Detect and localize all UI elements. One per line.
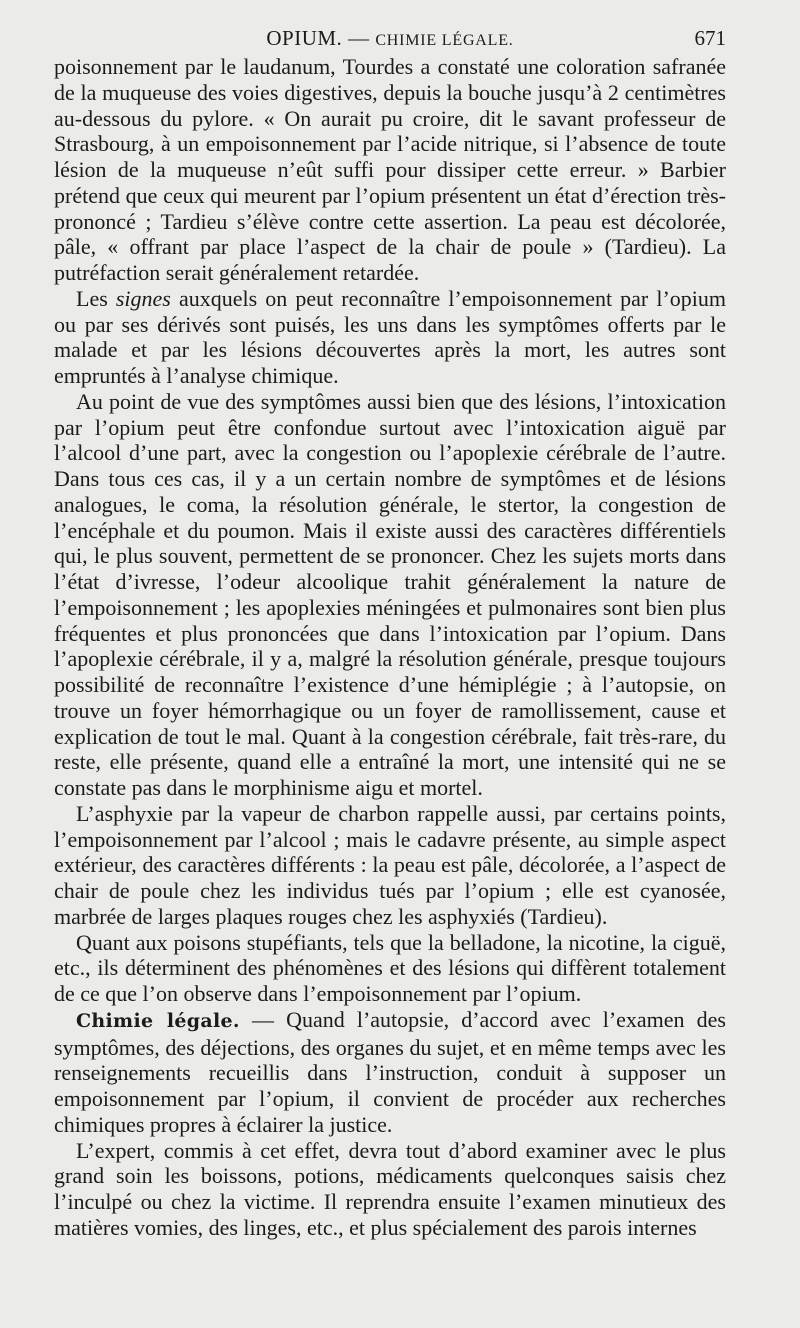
paragraph-6 xyxy=(54,1007,726,1138)
paragraph-1 xyxy=(54,54,726,286)
paragraph-text: Au point de vue des symptômes aussi bien que des lésions, l’intoxication par l’opium peut être confondue surtout avec l’intoxication aiguë par l’alcool d’une part, avec la congestion ou l’apoplexie cérébrale de l’autre. Dans tous ces cas, il y a un certain nombre de symptômes et de lésions analogues, le coma, la résolution générale, le stertor, la congestion de l’encéphale et du poumon. Mais il existe aussi des caractères différentiels qui, le plus souvent, permettent de se prononcer. Chez les sujets morts dans l’état d’ivresse, l’odeur alcoolique trahit généralement la nature de l’empoisonnement ; les apoplexies méningées et pulmonaires sont bien plus fréquentes et plus prononcées que dans l’intoxication par l’opium. Dans l’apoplexie cérébrale, il y a, malgré la résolution générale, presque toujours possibilité de reconnaître l’existence d’une hémiplégie ; à l’autopsie, on trouve un foyer hémorrhagique ou un foyer de ramollissement, cause et explication de tout le mal. Quant à la congestion cérébrale, fait très-rare, du reste, elle présente, quand elle a entraîné la mort, une intensité qui ne se constate pas dans le morphinisme aigu et mortel. xyxy=(54,388,726,800)
paragraph-7 xyxy=(54,1138,726,1241)
running-head xyxy=(54,26,726,54)
running-title-main: OPIUM. xyxy=(266,26,343,50)
paragraph-3 xyxy=(54,389,726,801)
page-number: 671 xyxy=(694,26,726,50)
running-title xyxy=(54,26,726,51)
body-text xyxy=(54,54,726,1241)
paragraph-text: L’expert, commis à cet effet, devra tout d’abord examiner avec le plus grand soin les boissons, potions, médicaments quelconques saisis chez l’inculpé ou chez la victime. Il reprendra ensuite l’examen minutieux des matières vomies, des linges, etc., et plus spécialement des parois internes xyxy=(54,1137,726,1240)
emphasis-signes: signes xyxy=(115,285,171,311)
running-title-section: CHIMIE LÉGALE. xyxy=(375,32,514,49)
paragraph-text: Quant aux poisons stupéfiants, tels que la belladone, la nicotine, la ciguë, etc., ils déterminent des phénomènes et des lésions qui diffèrent totalement de ce que l’on observe dans l’empoisonnement par l’opium. xyxy=(54,929,726,1006)
section-heading-chimie-legale: Chimie légale. xyxy=(76,1009,240,1032)
paragraph-text: — Quand l’autopsie, d’accord avec l’examen des symptômes, des déjections, des organes du sujet, et en même temps avec les renseignements recueillis dans l’instruction, conduit à supposer un empoisonnement par l’opium, il convient de procéder aux recherches chimiques propres à éclairer la justice. xyxy=(54,1006,726,1137)
paragraph-text: L’asphyxie par la vapeur de charbon rappelle aussi, par certains points, l’empoisonnement par l’alcool ; mais le cadavre présente, au simple aspect extérieur, des caractères différents : la peau est pâle, décolorée, a l’aspect de chair de poule chez les individus tués par l’opium ; elle est cyanosée, marbrée de larges plaques rouges chez les asphyxiés (Tardieu). xyxy=(54,800,726,929)
paragraph-text: poisonnement par le laudanum, Tourdes a constaté une coloration safranée de la muqueuse des voies digestives, depuis la bouche jusqu’à 2 centimètres au-dessous du pylore. « On aurait pu croire, dit le savant professeur de Strasbourg, à un empoisonnement par l’acide nitrique, si l’absence de toute lésion de la muqueuse n’eût suffi pour dissiper cette erreur. » Barbier prétend que ceux qui meurent par l’opium présentent un état d’érection très-prononcé ; Tardieu s’élève contre cette assertion. La peau est décolorée, pâle, « offrant par place l’aspect de la chair de poule » (Tardieu). La putréfaction serait généralement retardée. xyxy=(54,54,726,285)
running-title-separator: — xyxy=(342,26,376,50)
paragraph-4 xyxy=(54,801,726,930)
paragraph-2 xyxy=(54,286,726,389)
paragraph-lead: Les xyxy=(76,285,116,311)
paragraph-text: auxquels on peut reconnaître l’empoisonnement par l’opium ou par ses dérivés sont puisés, les uns dans les symptômes offerts par le malade et par les lésions découvertes après la mort, les autres sont empruntés à l’analyse chimique. xyxy=(54,285,727,388)
paragraph-5 xyxy=(54,930,726,1007)
